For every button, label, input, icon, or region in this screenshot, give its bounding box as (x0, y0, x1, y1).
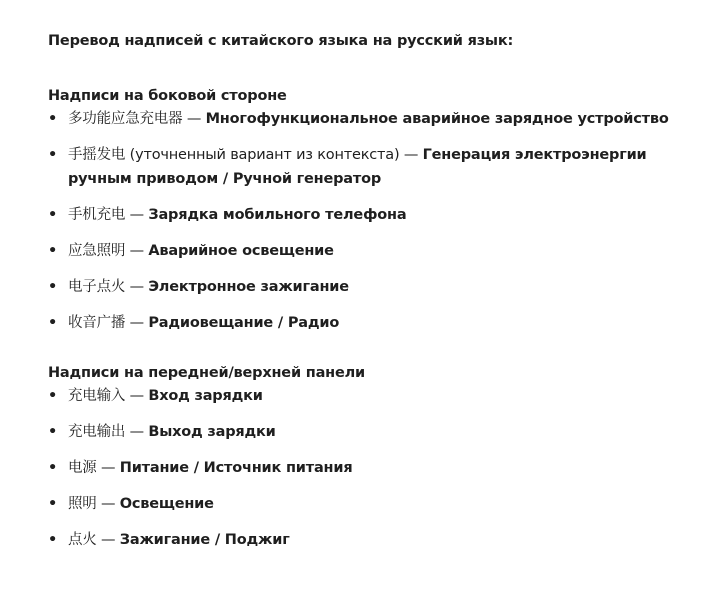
dash: — (129, 243, 144, 259)
russian-translation: Выход зарядки (148, 424, 276, 440)
chinese-term: 电子点火 (68, 279, 126, 295)
bullet: • (48, 388, 58, 404)
chinese-term: 收音广播 (68, 315, 126, 331)
section-heading-side: Надписи на боковой стороне (48, 88, 287, 104)
list-item (48, 203, 698, 227)
bullet: • (48, 424, 58, 440)
russian-translation: Аварийное освещение (148, 243, 334, 259)
chinese-term: 手摇发电 (68, 147, 126, 163)
russian-translation: Генерация электроэнергии ручным приводом / Ручной генератор (68, 147, 647, 187)
side-labels-list (48, 107, 698, 335)
dash: — (186, 111, 202, 127)
chinese-term: 多功能应急充电器 (68, 111, 183, 127)
dash: — (129, 207, 144, 223)
dash: — (129, 388, 144, 404)
list-item (48, 456, 698, 480)
list-item (48, 107, 698, 131)
front-top-labels-list (48, 384, 698, 552)
chinese-term: 点火 (68, 532, 97, 548)
russian-translation: Электронное зажигание (148, 279, 349, 295)
russian-translation: Зарядка мобильного телефона (148, 207, 407, 223)
dash: — (129, 279, 144, 295)
chinese-term: 应急照明 (68, 243, 126, 259)
bullet: • (48, 315, 58, 331)
chinese-term: 充电输入 (68, 388, 126, 404)
chinese-term: 手机充电 (68, 207, 126, 223)
bullet: • (48, 532, 58, 548)
russian-translation: Питание / Источник питания (119, 460, 353, 476)
bullet: • (48, 460, 58, 476)
bullet: • (48, 147, 58, 163)
list-item (48, 384, 698, 408)
list-item (48, 528, 698, 552)
dash: — (403, 147, 419, 163)
list-item (48, 420, 698, 444)
bullet: • (48, 279, 58, 295)
chinese-term: 照明 (68, 496, 97, 512)
dash: — (129, 315, 144, 331)
dash: — (101, 460, 116, 476)
list-item (48, 239, 698, 263)
section-heading-front-top: Надписи на передней/верхней панели (48, 365, 365, 381)
chinese-term: 充电输出 (68, 424, 126, 440)
chinese-term: 电源 (68, 460, 97, 476)
translation-note: (уточненный вариант из контекста) (129, 147, 400, 163)
document (48, 30, 698, 564)
russian-translation: Зажигание / Поджиг (119, 532, 290, 548)
russian-translation: Вход зарядки (148, 388, 263, 404)
dash: — (101, 532, 116, 548)
list-item (48, 311, 698, 335)
dash: — (101, 496, 116, 512)
russian-translation: Освещение (119, 496, 214, 512)
bullet: • (48, 243, 58, 259)
list-item (48, 492, 698, 516)
list-item (48, 143, 698, 191)
bullet: • (48, 496, 58, 512)
russian-translation: Радиовещание / Радио (148, 315, 340, 331)
bullet: • (48, 111, 58, 127)
dash: — (129, 424, 144, 440)
russian-translation: Многофункциональное аварийное зарядное устройство (205, 111, 669, 127)
document-title: Перевод надписей с китайского языка на русский язык: (48, 33, 514, 49)
bullet: • (48, 207, 58, 223)
list-item (48, 275, 698, 299)
